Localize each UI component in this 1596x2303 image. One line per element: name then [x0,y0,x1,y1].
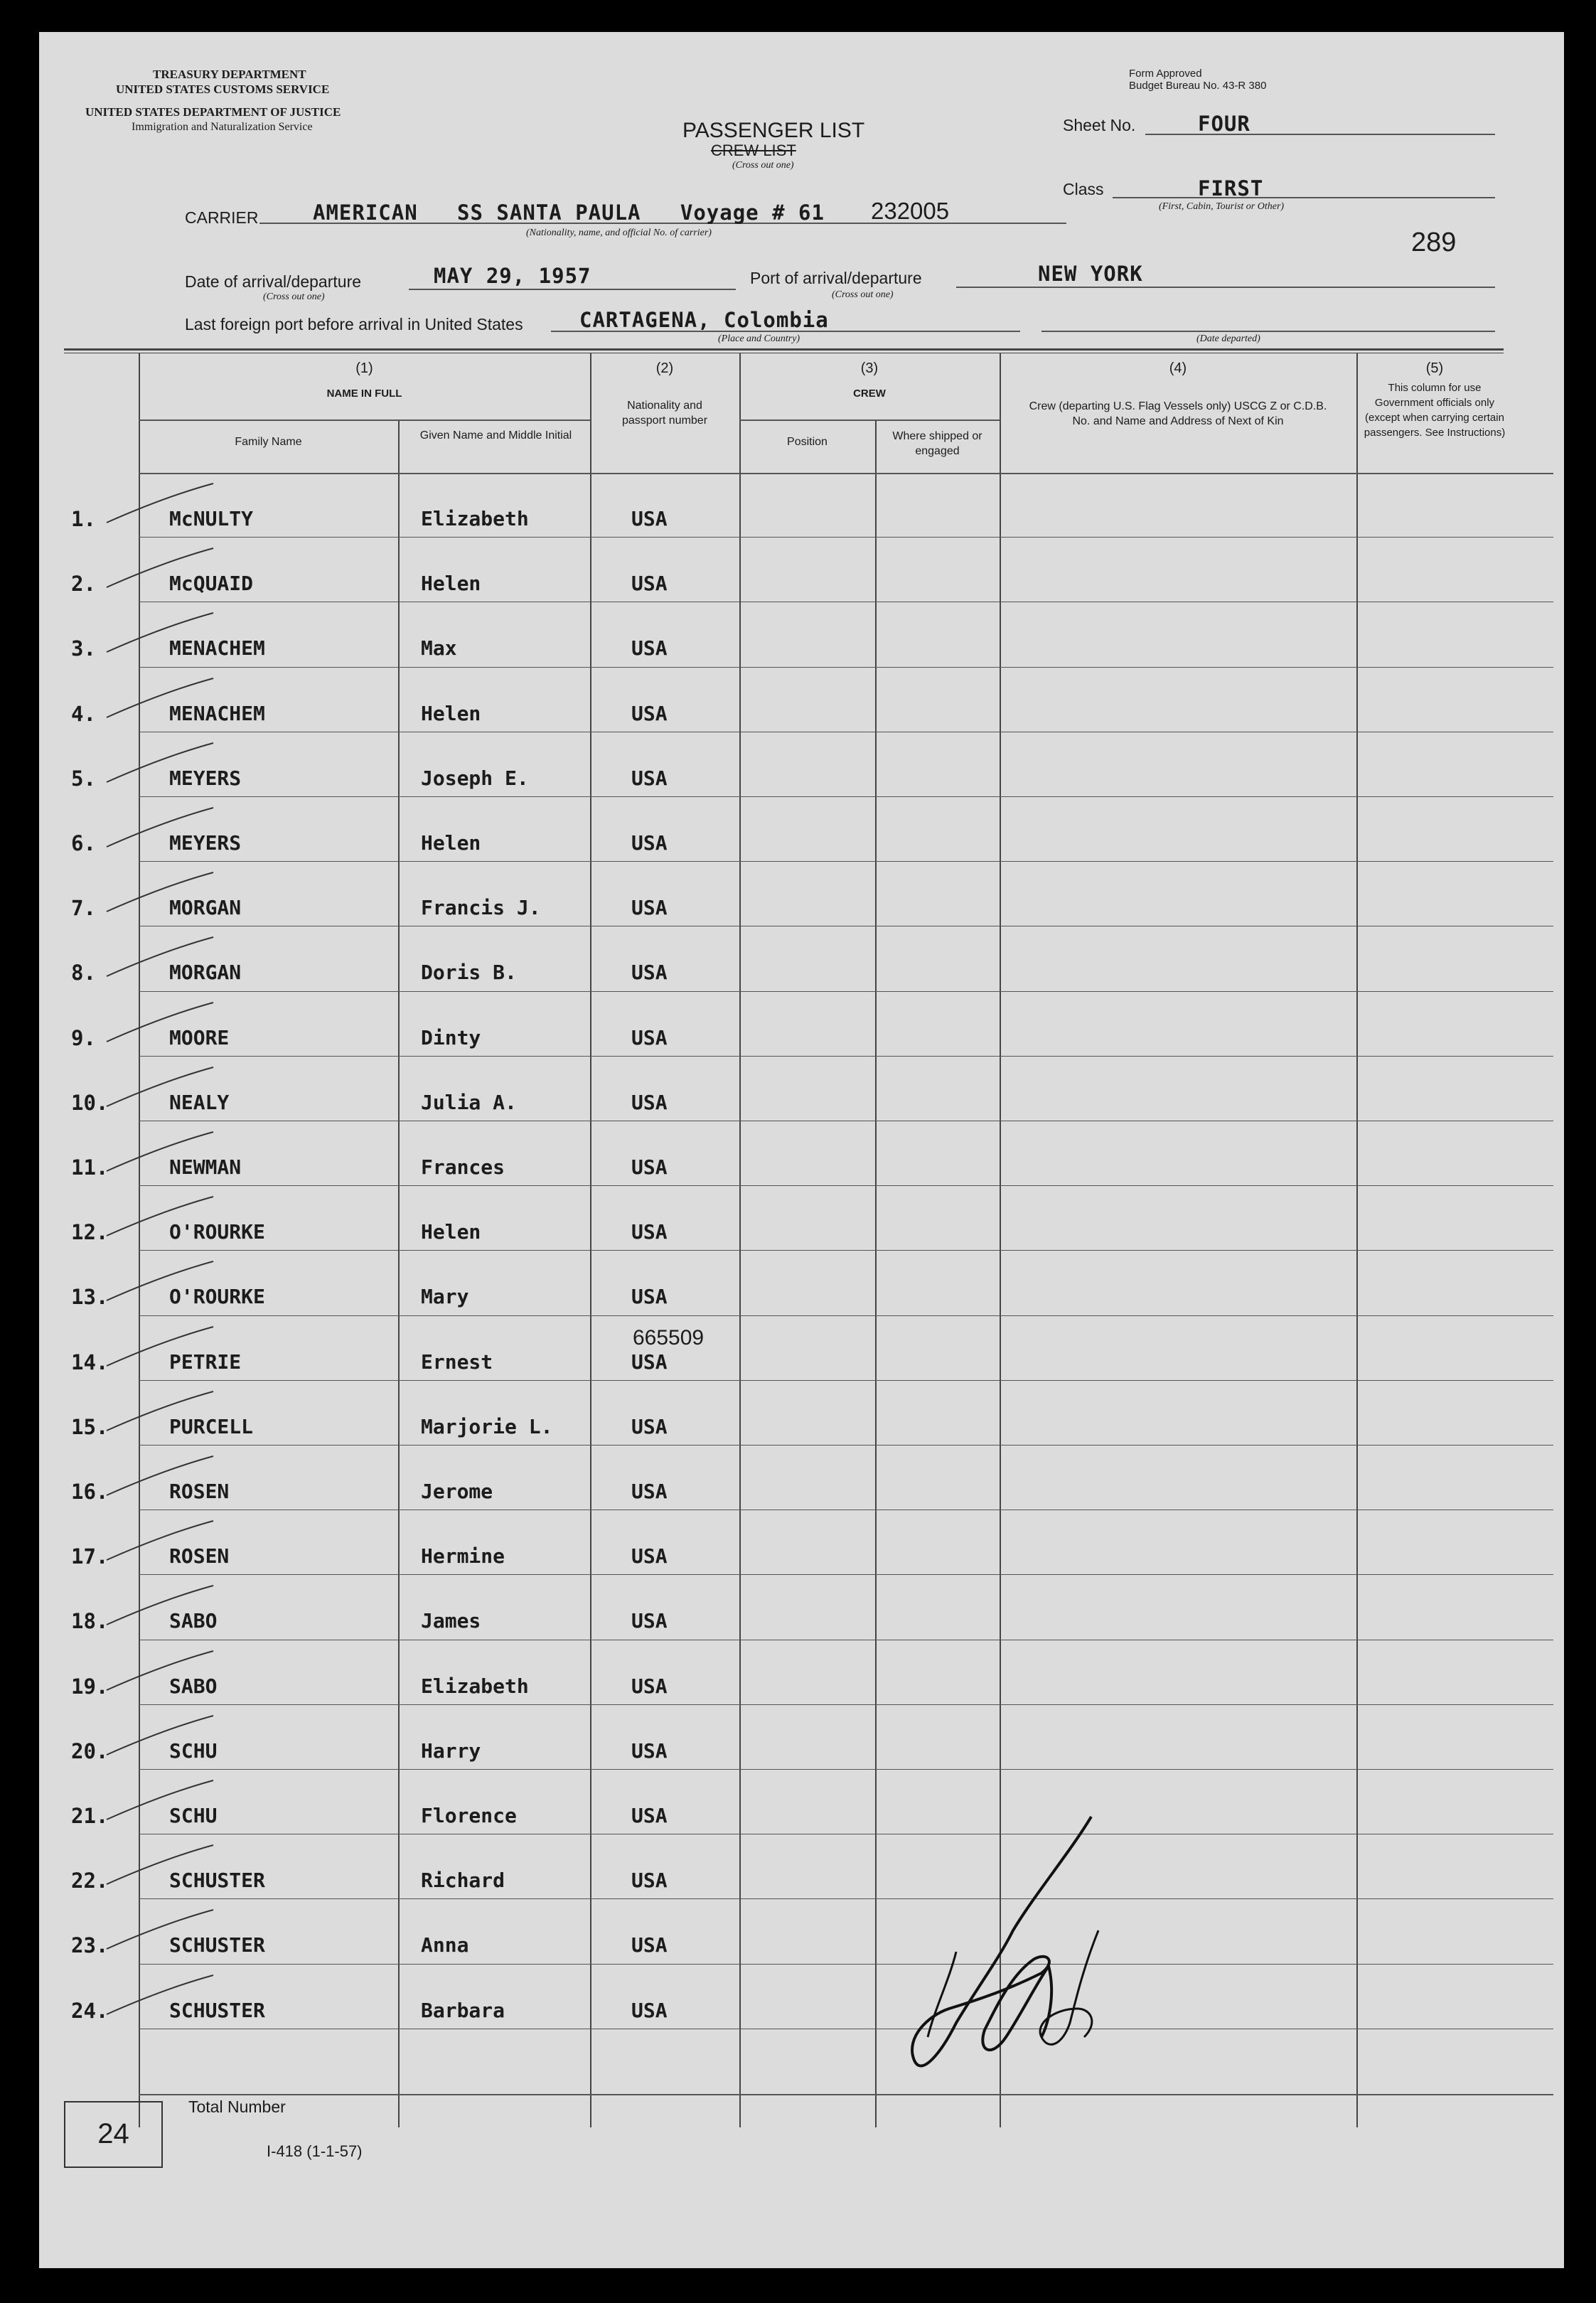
class-value: FIRST [1198,176,1264,201]
nationality: USA [631,1544,668,1569]
table-bottom-rule [139,2094,1553,2095]
given-name: Elizabeth [421,1674,529,1698]
nationality: USA [631,636,668,661]
check-mark-stroke [103,1193,217,1243]
port-cross-note: (Cross out one) [832,289,894,300]
check-mark-stroke [103,1777,217,1827]
family-name: SCHU [169,1738,218,1763]
row-number: 24. [71,1998,109,2023]
given-name: Helen [421,701,481,725]
family-name: MORGAN [169,896,242,920]
col-divider-family [398,420,400,2127]
row-number: 11. [71,1155,109,1180]
given-name: Jerome [421,1480,493,1503]
row-rule [139,1445,1553,1446]
row-number: 9. [71,1025,96,1050]
passport-number: 665509 [633,1325,705,1350]
family-name: MENACHEM [169,636,265,661]
date-departed-underline [1041,331,1495,332]
row-number: 5. [71,766,96,791]
given-name: Julia A. [421,1090,517,1114]
date-departed-note: (Date departed) [1196,333,1260,344]
family-name: MEYERS [169,831,242,855]
given-name: Barbara [421,1998,505,2022]
given-name: Dinty [421,1025,481,1049]
nationality: USA [631,572,668,596]
given-name: Joseph E. [421,766,529,790]
col1-number: (1) [355,360,373,376]
row-number: 10. [71,1090,109,1115]
family-name: SABO [169,1609,218,1633]
row-number: 8. [71,961,96,985]
cross-out-note: (Cross out one) [732,160,794,171]
col2-number: (2) [655,360,674,376]
nationality: USA [631,701,668,725]
row-number: 19. [71,1674,109,1699]
budget-bureau: Budget Bureau No. 43-R 380 [1129,80,1267,92]
sheet-value: FOUR [1198,112,1250,136]
col1-title: NAME IN FULL [326,388,402,400]
check-mark-stroke [103,1842,217,1891]
nationality: USA [631,1804,668,1827]
given-name: Harry [421,1738,481,1763]
family-name-header: Family Name [235,436,302,448]
family-name: PETRIE [169,1350,242,1374]
passenger-list-sheet [39,32,1564,2268]
row-number: 2. [71,572,96,597]
nationality: USA [631,1869,668,1893]
col-divider-c4 [1356,353,1358,2127]
total-value: 24 [97,2118,129,2149]
class-underline [1113,197,1495,198]
check-mark-stroke [103,999,217,1049]
carrier-value: AMERICAN SS SANTA PAULA Voyage # 61 [313,201,825,225]
check-mark-stroke [103,609,217,659]
given-name: Anna [421,1933,469,1957]
row-rule [139,1185,1553,1186]
family-name: PURCELL [169,1414,254,1438]
nationality: USA [631,1674,668,1698]
family-name: NEWMAN [169,1155,242,1179]
family-name: MENACHEM [169,701,265,725]
row-number: 15. [71,1414,109,1439]
date-cross-note: (Cross out one) [263,292,325,302]
family-name: ROSEN [169,1480,230,1503]
family-name: MOORE [169,1025,230,1049]
check-mark-stroke [103,869,217,919]
check-mark-stroke [103,1582,217,1632]
family-name: SCHUSTER [169,1998,265,2022]
given-name: Doris B. [421,961,517,985]
check-mark-stroke [103,675,217,725]
row-rule [139,1250,1553,1251]
row-number: 16. [71,1480,109,1504]
where-shipped-header: Where shipped or engaged [892,430,982,457]
agency-line-4: Immigration and Naturalization Service [132,121,313,133]
total-label: Total Number [188,2098,286,2116]
given-name: Hermine [421,1544,505,1569]
given-name: Francis J. [421,896,541,920]
given-name: Frances [421,1155,505,1179]
family-name: McNULTY [169,507,254,530]
agency-line-1: TREASURY DEPARTMENT [153,68,306,81]
family-name: SABO [169,1674,218,1698]
family-name: MEYERS [169,766,242,790]
family-name: O'ROURKE [169,1285,265,1309]
family-name: SCHU [169,1804,218,1827]
page-number: 289 [1411,228,1457,257]
check-mark-stroke [103,480,217,530]
family-name: MORGAN [169,961,242,985]
family-name: SCHUSTER [169,1933,265,1957]
row-rule [139,991,1553,992]
nationality: USA [631,1025,668,1049]
nationality: USA [631,1609,668,1633]
nationality: USA [631,961,668,985]
form-title-crossed: CREW LIST [711,141,796,159]
check-mark-stroke [103,1128,217,1178]
row-rule [139,796,1553,797]
check-mark-stroke [103,1323,217,1373]
row-rule [139,1964,1553,1965]
class-label: Class [1063,180,1104,198]
family-name: NEALY [169,1090,230,1114]
col4-number: (4) [1169,360,1187,376]
agency-line-3: UNITED STATES DEPARTMENT OF JUSTICE [85,105,341,119]
nationality: USA [631,1285,668,1309]
row-number: 18. [71,1609,109,1634]
last-port-label: Last foreign port before arrival in United States [185,315,523,333]
nationality: USA [631,1220,668,1244]
check-mark-stroke [103,1906,217,1956]
row-rule [139,667,1553,668]
check-mark-stroke [103,1258,217,1308]
row-number: 6. [71,831,96,855]
nationality: USA [631,1480,668,1503]
row-number: 17. [71,1544,109,1569]
check-mark-stroke [103,1647,217,1697]
family-name: ROSEN [169,1544,230,1569]
nationality: USA [631,507,668,530]
row-number: 7. [71,896,96,921]
col3-number: (3) [860,360,879,376]
row-rule [139,1315,1553,1316]
last-port-value: CARTAGENA, Colombia [579,308,829,332]
given-name: Helen [421,831,481,855]
date-underline [409,289,736,290]
nationality: USA [631,1090,668,1114]
row-rule [139,1574,1553,1575]
nationality: USA [631,1414,668,1438]
nationality: USA [631,1998,668,2022]
port-label: Port of arrival/departure [750,269,922,287]
nationality: USA [631,1155,668,1179]
carrier-number: 232005 [871,198,950,224]
col-divider-name [590,353,591,2127]
date-value: MAY 29, 1957 [434,264,591,288]
nationality: USA [631,1350,668,1374]
agency-line-2: UNITED STATES CUSTOMS SERVICE [116,82,330,96]
col4-title: Crew (departing U.S. Flag Vessels only) USCG Z or C.D.B. No. and Name and Address of Next of Kin [1029,400,1327,427]
nationality: USA [631,1738,668,1763]
row-number: 3. [71,636,96,661]
port-underline [956,287,1495,288]
col3-title: CREW [853,388,886,400]
family-name: O'ROURKE [169,1220,265,1244]
col-divider-nationality [739,353,741,2127]
nationality: USA [631,766,668,790]
total-box [64,2101,163,2168]
class-note: (First, Cabin, Tourist or Other) [1159,201,1285,212]
given-name: Max [421,636,457,661]
row-rule [139,1704,1553,1705]
handwritten-signature [871,1810,1127,2108]
position-header: Position [787,436,828,448]
family-name: SCHUSTER [169,1869,265,1893]
given-name: Ernest [421,1350,493,1374]
place-note: (Place and Country) [718,333,800,344]
row-rule [139,1380,1553,1381]
check-mark-stroke [103,1388,217,1438]
form-title: PASSENGER LIST [682,119,865,142]
given-name: Florence [421,1804,517,1827]
given-name: Elizabeth [421,507,529,530]
table-top-rule [64,348,1504,351]
date-label: Date of arrival/departure [185,272,362,291]
row-rule [139,1769,1553,1770]
check-mark-stroke [103,1712,217,1762]
row-number: 1. [71,507,96,531]
col2-title: Nationality and passport number [621,400,708,427]
given-name: Mary [421,1285,469,1309]
check-mark-stroke [103,934,217,983]
carrier-note: (Nationality, name, and official No. of carrier) [526,228,712,238]
given-name-header: Given Name and Middle Initial [419,429,572,442]
crew-subheader-rule [739,420,1000,421]
form-code: I-418 (1-1-57) [267,2142,363,2160]
row-rule [139,1509,1553,1510]
row-number: 23. [71,1933,109,1958]
nationality: USA [631,896,668,920]
check-mark-stroke [103,804,217,854]
row-rule [139,537,1553,538]
row-number: 22. [71,1869,109,1893]
given-name: Marjorie L. [421,1414,553,1438]
col5-number: (5) [1425,360,1444,376]
check-mark-stroke [103,545,217,594]
nationality: USA [631,1933,668,1957]
nationality: USA [631,831,668,855]
check-mark-stroke [103,1972,217,2021]
given-name: Richard [421,1869,505,1893]
row-number: 21. [71,1804,109,1828]
given-name: Helen [421,1220,481,1244]
row-number: 4. [71,701,96,726]
row-number: 13. [71,1285,109,1310]
row-rule [139,861,1553,862]
given-name: Helen [421,572,481,596]
family-name: McQUAID [169,572,254,596]
row-rule [139,1056,1553,1057]
row-number: 14. [71,1350,109,1374]
check-mark-stroke [103,1064,217,1113]
name-subheader-rule [139,420,591,421]
header-bottom-rule [139,473,1553,474]
check-mark-stroke [103,1517,217,1567]
check-mark-stroke [103,1453,217,1502]
row-number: 20. [71,1738,109,1763]
carrier-label: CARRIER [185,208,259,227]
check-mark-stroke [103,739,217,789]
port-value: NEW YORK [1038,262,1143,286]
col5-title: This column for use Government officials only (except when carrying certain passengers. See Instructions) [1364,382,1506,439]
given-name: James [421,1609,481,1633]
form-approved: Form Approved [1129,68,1202,80]
row-rule [139,1898,1553,1899]
sheet-label: Sheet No. [1063,116,1136,134]
row-number: 12. [71,1220,109,1245]
